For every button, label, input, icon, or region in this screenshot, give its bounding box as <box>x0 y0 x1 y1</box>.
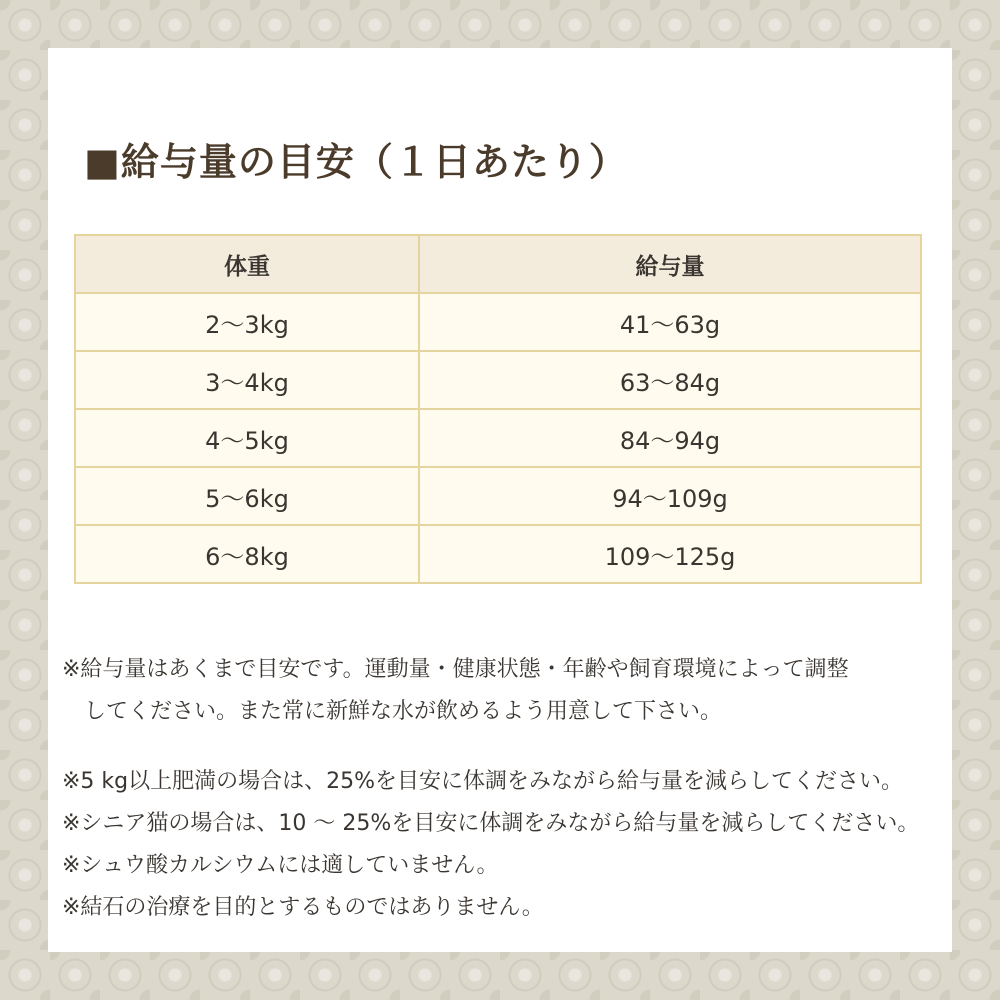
header-feeding-amount: 給与量 <box>419 235 921 293</box>
note-guideline-line1: ※給与量はあくまで目安です。運動量・健康状態・年齢や飼育環境によって調整 <box>62 657 849 682</box>
amount-cell: 94〜109g <box>419 467 921 525</box>
note-senior-cat: ※シニア猫の場合は、10 〜 25%を目安に体調をみながら給与量を減らしてください。 <box>62 811 920 836</box>
table-row <box>75 409 921 467</box>
note-calcium-oxalate: ※シュウ酸カルシウムには適していません。 <box>62 853 499 878</box>
amount-cell: 41〜63g <box>419 293 921 351</box>
weight-cell: 2〜3kg <box>75 293 419 351</box>
notes-section <box>62 649 946 929</box>
feeding-amount-table <box>74 234 922 584</box>
weight-cell: 5〜6kg <box>75 467 419 525</box>
table-header-row <box>75 235 921 293</box>
table-row <box>75 525 921 583</box>
note-obesity: ※5 kg以上肥満の場合は、25%を目安に体調をみながら給与量を減らしてください。 <box>62 769 904 794</box>
table-row <box>75 293 921 351</box>
page-title: ■給与量の目安（１日あたり） <box>84 140 628 184</box>
weight-cell: 6〜8kg <box>75 525 419 583</box>
amount-cell: 84〜94g <box>419 409 921 467</box>
content-card <box>48 48 952 952</box>
weight-cell: 4〜5kg <box>75 409 419 467</box>
weight-cell: 3〜4kg <box>75 351 419 409</box>
note-not-for-treatment: ※結石の治療を目的とするものではありません。 <box>62 895 544 920</box>
table-row <box>75 467 921 525</box>
note-guideline-line2: してください。また常に新鮮な水が飲めるよう用意して下さい。 <box>84 699 723 724</box>
amount-cell: 109〜125g <box>419 525 921 583</box>
amount-cell: 63〜84g <box>419 351 921 409</box>
header-weight: 体重 <box>75 235 419 293</box>
notes-spacer <box>62 733 946 761</box>
table-row <box>75 351 921 409</box>
